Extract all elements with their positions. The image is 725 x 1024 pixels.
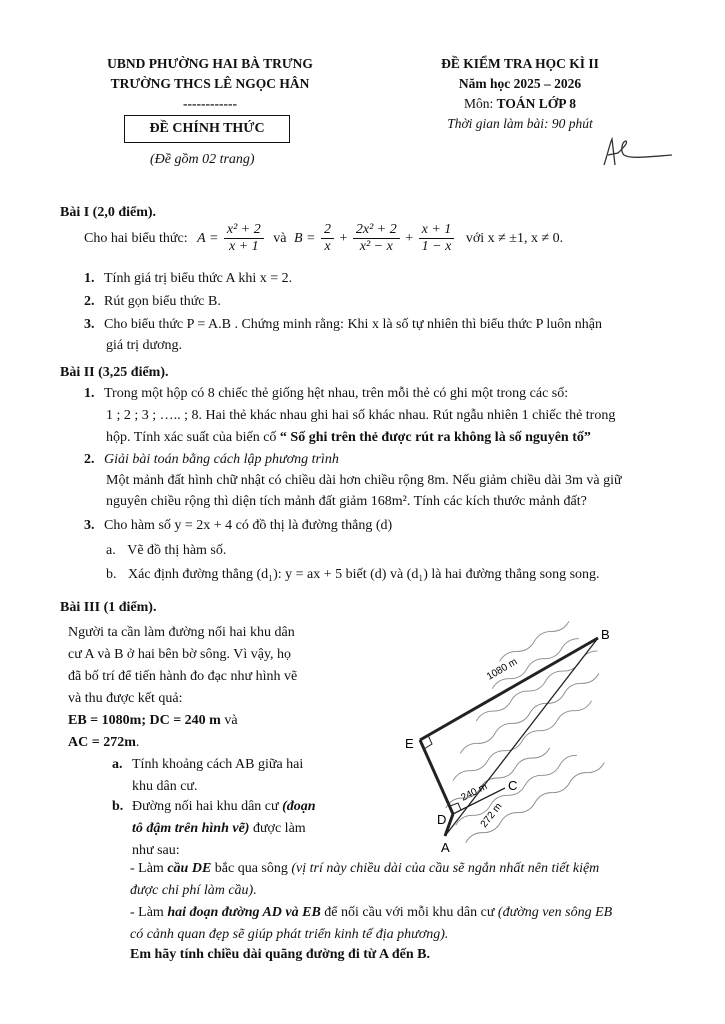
header-divider: ------------ [183, 96, 237, 111]
label-D: D [437, 812, 447, 827]
section-2-q2-line2: nguyên chiều rộng thì diện tích mảnh đất giảm 168m². Tính các kích thước mảnh đất? [106, 494, 587, 509]
section-1-q1: 1. Tính giá trị biểu thức A khi x = 2. [84, 271, 293, 286]
section-2-q2-line1: Một mảnh đất hình chữ nhật có chiều dài hơn chiều rộng 8m. Nếu giảm chiều dài 3m và giữ [106, 473, 622, 488]
section-2-q2: 2. Giải bài toán bằng cách lập phương trình [84, 452, 339, 467]
section-2-q1-line3: hộp. Tính xác suất của biến cố “ Số ghi trên thẻ được rút ra không là số nguyên tố” [106, 430, 591, 445]
fraction-B2: $\frac{\text{2x² + 2}}{\text{x² − x}}$ [353, 222, 400, 255]
label-B: B [601, 627, 610, 642]
fraction-B1: $\frac{2}{x}$ [321, 222, 334, 255]
section-2-q3a: a. Vẽ đồ thị hàm số. [106, 543, 227, 558]
section-1-title: Bài I (2,0 điểm). [60, 205, 157, 220]
fraction-B3: $\frac{x + 1}{1 - x}$ [419, 222, 455, 255]
section-3-title: Bài III (1 điểm). [60, 600, 157, 615]
fraction-A: $\frac{\text{x² + 2}}{x + 1}$ [224, 222, 264, 255]
section-3-bullet-2: - Làm hai đoạn đường AD và EB để nối cầu với mỗi khu dân cư (đường ven sông EB có cảnh quan đẹp sẽ giúp phát triển kinh tế địa phương). [130, 905, 613, 942]
segment-ED [420, 740, 453, 814]
section-3-qb: b. Đường nối hai khu dân cư (đoạn tô đậm trên hình vẽ) được làm như sau: [112, 799, 316, 858]
label-E: E [405, 736, 414, 751]
label-C: C [508, 778, 518, 793]
pages-note: (Đề gồm 02 trang) [150, 152, 255, 167]
exam-title: ĐỀ KIỂM TRA HỌC KÌ II [441, 56, 599, 71]
section-2-title: Bài II (3,25 điểm). [60, 365, 169, 380]
section-1-q3: 3. Cho biểu thức P = A.B . Chứng minh rằng: Khi x là số tự nhiên thì biểu thức P luôn nhận [84, 317, 603, 332]
time-allowed: Thời gian làm bài: 90 phút [447, 116, 593, 131]
school-name: TRƯỜNG THCS LÊ NGỌC HÂN [110, 76, 310, 91]
subject-line: Môn: TOÁN LỚP 8 [464, 96, 576, 111]
section-3-qa: a. Tính khoảng cách AB giữa hai khu dân cư. [112, 757, 304, 794]
section-2-q3: 3. Cho hàm số y = 2x + 4 có đồ thị là đường thẳng (d) [84, 518, 393, 533]
label-A: A [441, 840, 450, 855]
exam-header [400, 54, 640, 134]
length-DC: 240 m [459, 781, 490, 804]
section-1-q3-cont: giá trị dương. [106, 338, 183, 353]
official-exam-box: ĐỀ CHÍNH THỨC [124, 115, 290, 143]
length-EB: 1080 m [485, 656, 520, 683]
length-AC: 272 m [478, 801, 505, 830]
section-2-q3b: b. Xác định đường thẳng (d₁): y = ax + 5 biết (d) và (d₁) là hai đường thẳng song song. [106, 567, 600, 582]
district-name: UBND PHƯỜNG HAI BÀ TRƯNG [107, 56, 313, 71]
section-2-q1: 1. Trong một hộp có 8 chiếc thẻ giống hệt nhau, trên mỗi thẻ có ghi một trong các số: [84, 386, 569, 401]
school-year: Năm học 2025 – 2026 [458, 76, 582, 91]
section-3-final-question: Em hãy tính chiều dài quãng đường đi từ A đến B. [130, 947, 430, 962]
section-3-bullet-1: - Làm cầu DE bắc qua sông (vị trí này chiều dài của cầu sẽ ngắn nhất nên tiết kiệm được chi phí làm cầu). [130, 861, 600, 898]
section-3-problem: Người ta cần làm đường nối hai khu dân cư A và B ở hai bên bờ sông. Vì vậy, họ đã bố trí để tiến hành đo đạc như hình vẽ và thu được kết quả: EB = 1080m; DC = 240 m và AC = 272m. [68, 625, 298, 750]
section-2-q1-line2: 1 ; 2 ; 3 ; ….. ; 8. Hai thẻ khác nhau ghi hai số khác nhau. Rút ngẫu nhiên 1 chiếc thẻ trong [106, 408, 616, 423]
river-figure [395, 618, 695, 858]
expressions-line: Cho hai biểu thức: A = $\frac{\text{x² + 2}}{x + 1}$ và B = $\frac{2}{x}$ + $\frac{\text{2x² + 2}}{\text{x² − x}}$ + $\frac{x + 1}{1 - x}$ với x ≠ ±1, x ≠ 0. [84, 222, 564, 255]
segment-EB [420, 638, 598, 740]
school-header [70, 54, 350, 114]
signature [598, 133, 678, 173]
section-1-q2: 2. Rút gọn biểu thức B. [84, 294, 221, 309]
